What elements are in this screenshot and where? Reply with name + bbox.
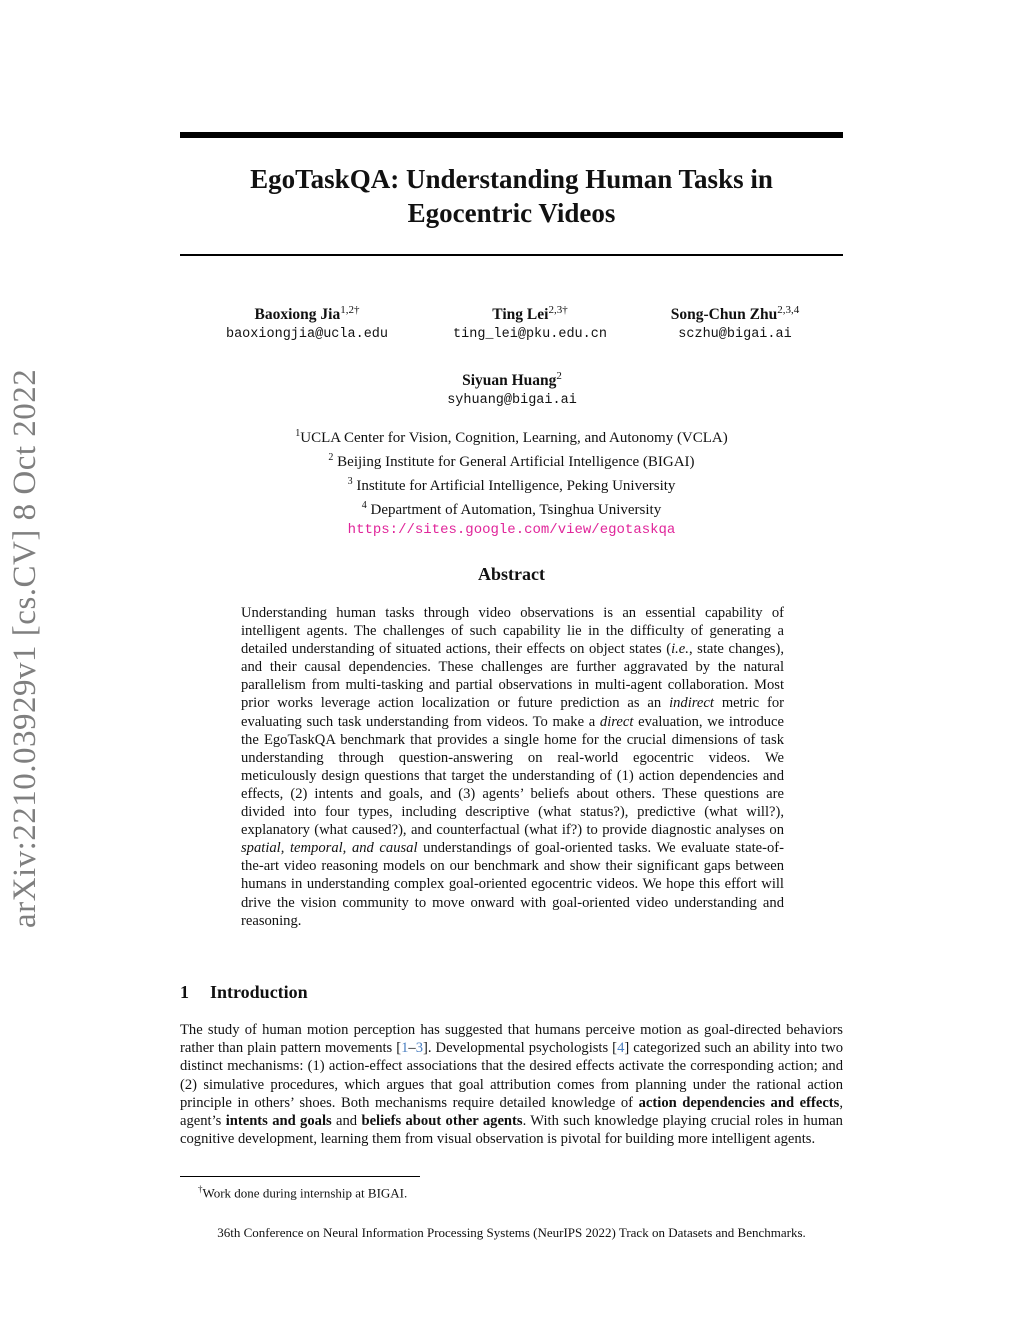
title-bottom-rule	[180, 254, 843, 256]
abstract-italic: spatial, temporal, and causal	[241, 840, 418, 857]
section-heading	[180, 982, 308, 1003]
author-affil-mark: 1,2†	[340, 304, 360, 316]
author-name: Siyuan Huang	[462, 372, 557, 390]
author-block-3	[635, 300, 835, 345]
affiliation-mark: 2	[328, 452, 334, 463]
affiliation-4	[180, 496, 843, 520]
project-url-link[interactable]: https://sites.google.com/view/egotaskqa	[347, 522, 676, 538]
abstract-heading: Abstract	[478, 564, 545, 584]
section-number: 1	[180, 982, 189, 1002]
abstract-italic: indirect	[669, 695, 714, 712]
intro-text: –	[408, 1040, 416, 1057]
abstract-text: Understanding human tasks through video observations is an essential capability of intelligent agents. The challenges of such capability lie in the difficulty of generating a detailed understanding of situated actions, their effects on object states (	[241, 605, 784, 658]
author-name: Ting Lei	[492, 306, 549, 324]
footnote-mark: †	[198, 1184, 203, 1194]
affiliation-mark: 4	[361, 500, 367, 511]
citation-link[interactable]: 4	[617, 1040, 625, 1057]
affiliation-mark: 3	[347, 476, 353, 487]
author-email: baoxiongjia@ucla.edu	[225, 327, 389, 343]
author-name: Song-Chun Zhu	[670, 306, 778, 324]
title-line-1: EgoTaskQA: Understanding Human Tasks in	[250, 164, 773, 194]
intro-text: and	[331, 1113, 362, 1130]
abstract-text: , state changes), and their causal dependencies. These challenges are further aggravated by the natural parallelism from multi-tasking and partial observations in multi-agent collaboration. Most prior works leverage action localization or future prediction as an	[241, 641, 784, 712]
affiliation-text: Beijing Institute for General Artificial Intelligence (BIGAI)	[333, 454, 695, 470]
intro-text: , agent’s	[180, 1094, 843, 1130]
author-email: syhuang@bigai.ai	[447, 393, 577, 409]
arxiv-stamp: arXiv:2210.03929v1 [cs.CV] 8 Oct 2022	[7, 368, 43, 928]
abstract-italic: direct	[599, 713, 634, 730]
affiliation-text: Department of Automation, Tsinghua University	[366, 502, 662, 518]
affiliation-3	[180, 472, 843, 496]
abstract-body	[241, 604, 784, 930]
affiliation-1	[180, 424, 843, 448]
affiliation-text: UCLA Center for Vision, Cognition, Learning, and Autonomy (VCLA)	[300, 430, 728, 446]
author-email: ting_lei@pku.edu.cn	[453, 327, 607, 343]
intro-text: ] categorized such an ability into two distinct mechanisms: (1) action-effect associations that the desired effects activate the corresponding action; and (2) simulative procedures, which argues that goal attribution comes from planning under the rational action principle in others’ shoes. Both mechanisms require detailed knowledge of	[180, 1040, 844, 1111]
author-affil-mark: 2	[556, 370, 562, 382]
intro-bold: beliefs about other agents	[361, 1113, 523, 1130]
author-affil-mark: 2,3†	[548, 304, 568, 316]
footnote-text: Work done during internship at BIGAI.	[202, 1185, 408, 1201]
author-block-4	[412, 366, 612, 411]
intro-text: The study of human motion perception has suggested that humans perceive motion as goal-directed behaviors rather than plain pattern movements [	[180, 1022, 843, 1057]
footnote-rule	[180, 1176, 420, 1177]
citation-link[interactable]: 3	[415, 1040, 423, 1057]
introduction-body	[180, 1021, 843, 1148]
citation-link[interactable]: 1	[401, 1040, 409, 1057]
author-block-1	[207, 300, 407, 345]
author-block-2	[430, 300, 630, 345]
author-name: Baoxiong Jia	[254, 306, 341, 324]
affiliation-mark: 1	[295, 428, 301, 439]
affiliation-text: Institute for Artificial Intelligence, Peking University	[352, 478, 676, 494]
abstract-text: metric for evaluating such task understanding from videos. To make a	[241, 695, 784, 730]
section-title: Introduction	[210, 982, 308, 1002]
affiliations	[180, 424, 843, 540]
abstract-text: understandings of goal-oriented tasks. We evaluate state-of-the-art video reasoning models on our benchmark and show their significant gaps between humans in understanding complex goal-oriented egocentric videos. We hope this effort will drive the vision community to move onward with goal-oriented video understanding and reasoning.	[241, 840, 784, 929]
intro-text: . With such knowledge playing crucial roles in human cognitive development, learning them from visual observation is pivotal for building more intelligent agents.	[180, 1113, 843, 1148]
intro-bold: intents and goals	[225, 1113, 332, 1130]
affiliation-2	[180, 448, 843, 472]
author-email: sczhu@bigai.ai	[678, 327, 792, 343]
title-top-rule	[180, 132, 843, 138]
intro-bold: action dependencies and effects	[638, 1094, 840, 1111]
title-line-2: Egocentric Videos	[407, 198, 616, 228]
footnote	[198, 1181, 407, 1201]
paper-title	[180, 162, 843, 230]
author-affil-mark: 2,3,4	[777, 304, 800, 316]
intro-text: ]. Developmental psychologists [	[423, 1040, 618, 1057]
conference-footer: 36th Conference on Neural Information Processing Systems (NeurIPS 2022) Track on Datasets and Benchmarks.	[217, 1225, 806, 1240]
abstract-text: evaluation, we introduce the EgoTaskQA benchmark that provides a single home for the crucial dimensions of task understanding through question-answering on real-world egocentric videos. We meticulously design questions that target the understanding of (1) action dependencies and effects, (2) intents and goals, and (3) agents’ beliefs about others. These questions are divided into four types, including descriptive (what status?), predictive (what will?), explanatory (what caused?), and counterfactual (what if?) to provide diagnostic analyses on	[241, 713, 785, 839]
abstract-italic: i.e.	[671, 641, 689, 658]
